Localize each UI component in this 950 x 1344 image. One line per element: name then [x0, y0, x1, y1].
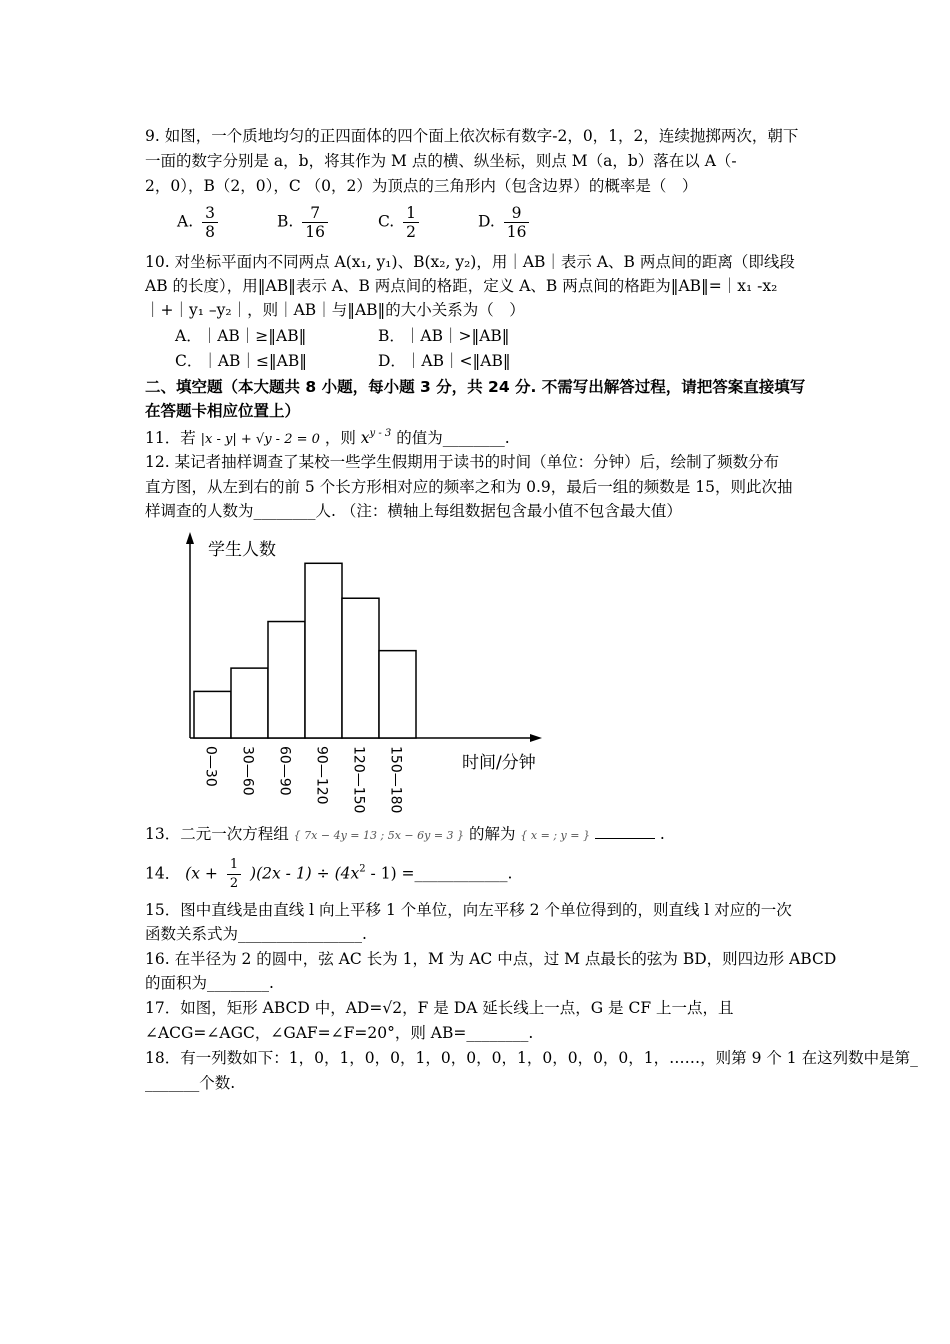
q9-option-b: B. $\frac{7}{16}$ — [277, 204, 332, 241]
q16-line-1: 16. 在半径为 2 的圆中，弦 AC 长为 1，M 为 AC 中点，过 M 点最长的弦为 BD，则四边形 ABCD — [145, 950, 837, 968]
x-tick-label: 150—180 — [387, 746, 404, 814]
q10-line-3: ｜+｜y₁ –y₂｜，则｜AB｜与‖AB‖的大小关系为（ ） — [145, 301, 525, 319]
q13-solution-placeholder: { x = ; y = } — [520, 829, 590, 842]
q14: 14． (x + $\frac{1}{2}$ )$(2x - 1) \div (4x^2 - 1)$ =____________. — [145, 857, 513, 891]
histogram-bar — [342, 598, 379, 738]
q9-line-3: 2，0），B（2，0），C （0，2）为顶点的三角形内（包含边界）的概率是（ ） — [145, 177, 698, 195]
q12-line-2: 直方图，从左到右的前 5 个长方形相对应的频率之和为 0.9，最后一组的频数是 15，则此次抽 — [145, 478, 793, 496]
histogram-bar — [379, 651, 416, 738]
x-tick-label: 0—30 — [202, 746, 219, 787]
x-tick-label: 120—150 — [350, 746, 367, 814]
x-axis-label: 时间/分钟 — [462, 753, 536, 773]
x-tick-label: 60—90 — [276, 746, 293, 796]
section-2-heading-line-2: 在答题卡相应位置上） — [145, 402, 301, 420]
q15-line-2: 函数关系式为________________. — [145, 925, 367, 943]
histogram-bar — [268, 622, 305, 738]
q17-line-2: ∠ACG=∠AGC，∠GAF=∠F=20°，则 AB=________. — [145, 1024, 534, 1042]
x-tick-label: 90—120 — [313, 746, 330, 805]
q17-line-1: 17．如图，矩形 ABCD 中，AD=√2，F 是 DA 延长线上一点，G 是 CF 上一点，且 — [145, 999, 734, 1017]
y-axis-arrow — [186, 532, 194, 544]
q13: 13．二元一次方程组 { 7x − 4y = 13 ; 5x − 6y = 3 } 的解为 { x = ; y = } . — [145, 825, 665, 843]
q10-line-1: 10. 对坐标平面内不同两点 A(x₁, y₁)、B(x₂, y₂)，用｜AB｜表示 A、B 两点间的距离（即线段 — [145, 253, 795, 271]
q10-option-d: D．｜AB｜<‖AB‖ — [378, 352, 511, 370]
x-tick-label: 30—60 — [239, 746, 256, 796]
q11: 11．若 |x - y| + √y - 2 = 0 ，则 $x^{y - 3}$ 的值为________. — [145, 428, 510, 447]
y-axis-label: 学生人数 — [208, 540, 276, 560]
x-axis-arrow — [530, 734, 542, 742]
histogram-bar — [194, 691, 231, 738]
q9-option-c: C. $\frac{1}{2}$ — [378, 204, 423, 241]
histogram-bar — [231, 668, 268, 738]
section-2-heading-line-1: 二、填空题（本大题共 8 小题，每小题 3 分，共 24 分. 不需写出解答过程，请把答案直接填写 — [145, 378, 806, 396]
q18-line-1: 18．有一列数如下：1，0，1，0，0，1，0，0，0，1，0，0，0，0，1，……，则第 9 个 1 在这列数中是第_ — [145, 1049, 918, 1067]
q9-option-d: D. $\frac{9}{16}$ — [478, 204, 533, 241]
q12-line-1: 12. 某记者抽样调查了某校一些学生假期用于读书的时间（单位：分钟）后，绘制了频数分布 — [145, 453, 780, 471]
q9-line-2: 一面的数字分别是 a，b，将其作为 M 点的横、纵坐标，则点 M（a，b）落在以 A（- — [145, 152, 737, 170]
q9-option-a: A. $\frac{3}{8}$ — [177, 204, 222, 241]
q9-line-1: 9. 如图，一个质地均匀的正四面体的四个面上依次标有数字-2，0，1，2，连续抛掷两次，朝下 — [145, 127, 799, 145]
q10-line-2: AB 的长度），用‖AB‖表示 A、B 两点间的格距，定义 A、B 两点间的格距为‖AB‖=｜x₁ -x₂ — [145, 277, 778, 295]
q18-line-2: _______个数. — [145, 1074, 236, 1092]
q11-expression: |x - y| + √y - 2 = 0 — [200, 432, 320, 447]
histogram-bar — [305, 563, 342, 738]
q16-line-2: 的面积为________. — [145, 974, 274, 992]
q10-option-b: B．｜AB｜>‖AB‖ — [378, 327, 510, 345]
q15-line-1: 15．图中直线是由直线 l 向上平移 1 个单位，向左平移 2 个单位得到的，则直线 l 对应的一次 — [145, 901, 792, 919]
histogram-chart — [150, 528, 570, 828]
q12-line-3: 样调查的人数为________人. （注：横轴上每组数据包含最小值不包含最大值） — [145, 502, 682, 520]
q10-option-a: A．｜AB｜≥‖AB‖ — [175, 327, 307, 345]
q10-option-c: C．｜AB｜≤‖AB‖ — [175, 352, 308, 370]
q13-equation-system: { 7x − 4y = 13 ; 5x − 6y = 3 } — [293, 829, 465, 842]
